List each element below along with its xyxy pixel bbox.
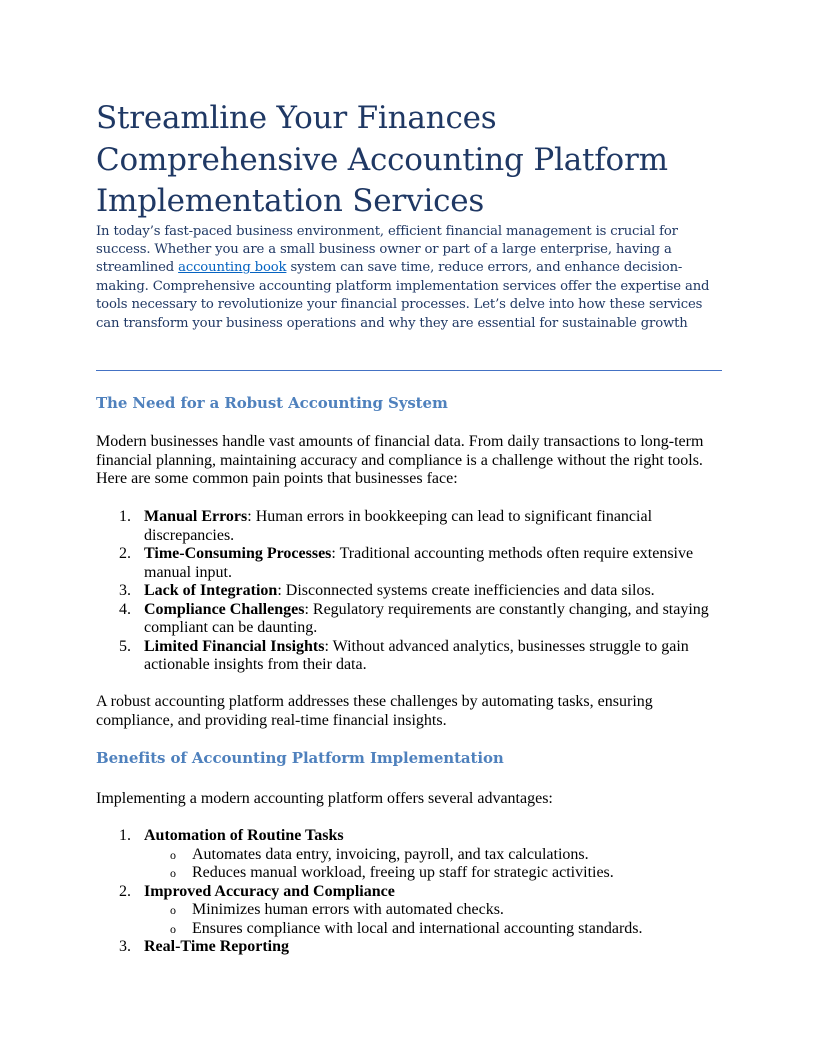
list-item bbox=[96, 827, 722, 883]
sub-list-item bbox=[96, 846, 722, 865]
accounting-book-link[interactable]: accounting book bbox=[178, 260, 287, 276]
list-number: 1. bbox=[119, 508, 131, 525]
sub-list-item bbox=[96, 920, 722, 939]
section2-heading: Benefits of Accounting Platform Implementation bbox=[96, 749, 504, 767]
list-item bbox=[96, 582, 722, 601]
sub-item-text: Automates data entry, invoicing, payroll, and tax calculations. bbox=[192, 845, 589, 863]
list-number: 2. bbox=[119, 545, 131, 562]
bullet-icon: o bbox=[170, 921, 176, 936]
list-number: 2. bbox=[119, 882, 131, 900]
section2-paragraph: Implementing a modern accounting platform offers several advantages: bbox=[96, 790, 553, 807]
list-item-text: : Regulatory requirements are constantly changing, and staying compliant can be daunting. bbox=[144, 600, 709, 636]
list-item-title: Manual Errors bbox=[144, 508, 248, 525]
sub-list-item bbox=[96, 864, 722, 883]
list-item bbox=[96, 508, 722, 545]
list-item-title: Real-Time Reporting bbox=[144, 938, 290, 955]
list-item-title: Lack of Integration bbox=[144, 582, 278, 599]
list-item-text: : Human errors in bookkeeping can lead to significant financial discrepancies. bbox=[144, 508, 653, 544]
section1-closing: A robust accounting platform addresses these challenges by automating tasks, ensuring compliance, and providing real-time financial insights. bbox=[96, 693, 653, 729]
sub-list bbox=[144, 846, 722, 883]
sub-item-text: Ensures compliance with local and international accounting standards. bbox=[192, 919, 643, 937]
bullet-icon: o bbox=[170, 866, 176, 880]
sub-item-text: Reduces manual workload, freeing up staff for strategic activities. bbox=[192, 864, 614, 881]
list-item-title: Limited Financial Insights bbox=[144, 637, 325, 655]
pain-points-list bbox=[96, 508, 722, 675]
bullet-icon: o bbox=[170, 903, 176, 917]
section-divider bbox=[96, 370, 722, 371]
intro-paragraph bbox=[96, 223, 722, 333]
title-line-2: Comprehensive Accounting Platform bbox=[96, 141, 668, 178]
list-item-text: : Without advanced analytics, businesses struggle to gain actionable insights from their data. bbox=[144, 637, 689, 673]
sub-list bbox=[144, 901, 722, 938]
intro-text-after: system can save time, reduce errors, and enhance decision-making. Comprehensive accounting platform implementation services offer the expertise and tools necessary to revolutionize your financial processes. Let’s delve into how these services can transform your business operations and why they are essential for sustainable growth bbox=[96, 260, 710, 331]
list-number: 3. bbox=[119, 938, 131, 955]
list-number: 5. bbox=[119, 637, 131, 655]
section1-paragraph: Modern businesses handle vast amounts of financial data. From daily transactions to long-term financial planning, maintaining accuracy and compliance is a challenge without the right tools. Here are some common pain points that businesses face: bbox=[96, 433, 704, 487]
sub-list-item bbox=[96, 901, 722, 920]
list-item bbox=[96, 883, 722, 939]
list-number: 3. bbox=[119, 582, 131, 599]
list-item bbox=[96, 601, 722, 638]
list-item-title: Improved Accuracy and Compliance bbox=[144, 882, 395, 900]
intro-text-before: In today’s fast-paced business environment, efficient financial management is crucial for success. Whether you are a small business owner or part of a large enterprise, having a streamlined bbox=[96, 223, 678, 276]
section1-heading: The Need for a Robust Accounting System bbox=[96, 394, 448, 412]
title-line-1: Streamline Your Finances bbox=[96, 100, 497, 136]
list-item-title: Time-Consuming Processes bbox=[144, 545, 332, 562]
list-item bbox=[96, 545, 722, 582]
list-item-text: : Disconnected systems create inefficiencies and data silos. bbox=[277, 582, 655, 599]
list-item-title: Automation of Routine Tasks bbox=[144, 827, 344, 844]
bullet-icon: o bbox=[170, 847, 176, 862]
page-title bbox=[96, 98, 722, 223]
list-number: 1. bbox=[119, 827, 131, 844]
list-item-title: Compliance Challenges bbox=[144, 600, 305, 618]
title-line-3: Implementation Services bbox=[96, 183, 485, 219]
list-item-text: : Traditional accounting methods often require extensive manual input. bbox=[144, 545, 694, 581]
list-item bbox=[96, 638, 722, 675]
benefits-list bbox=[96, 827, 722, 957]
list-number: 4. bbox=[119, 600, 131, 618]
sub-item-text: Minimizes human errors with automated checks. bbox=[192, 901, 504, 918]
list-item bbox=[96, 938, 722, 957]
document-page bbox=[96, 98, 722, 955]
